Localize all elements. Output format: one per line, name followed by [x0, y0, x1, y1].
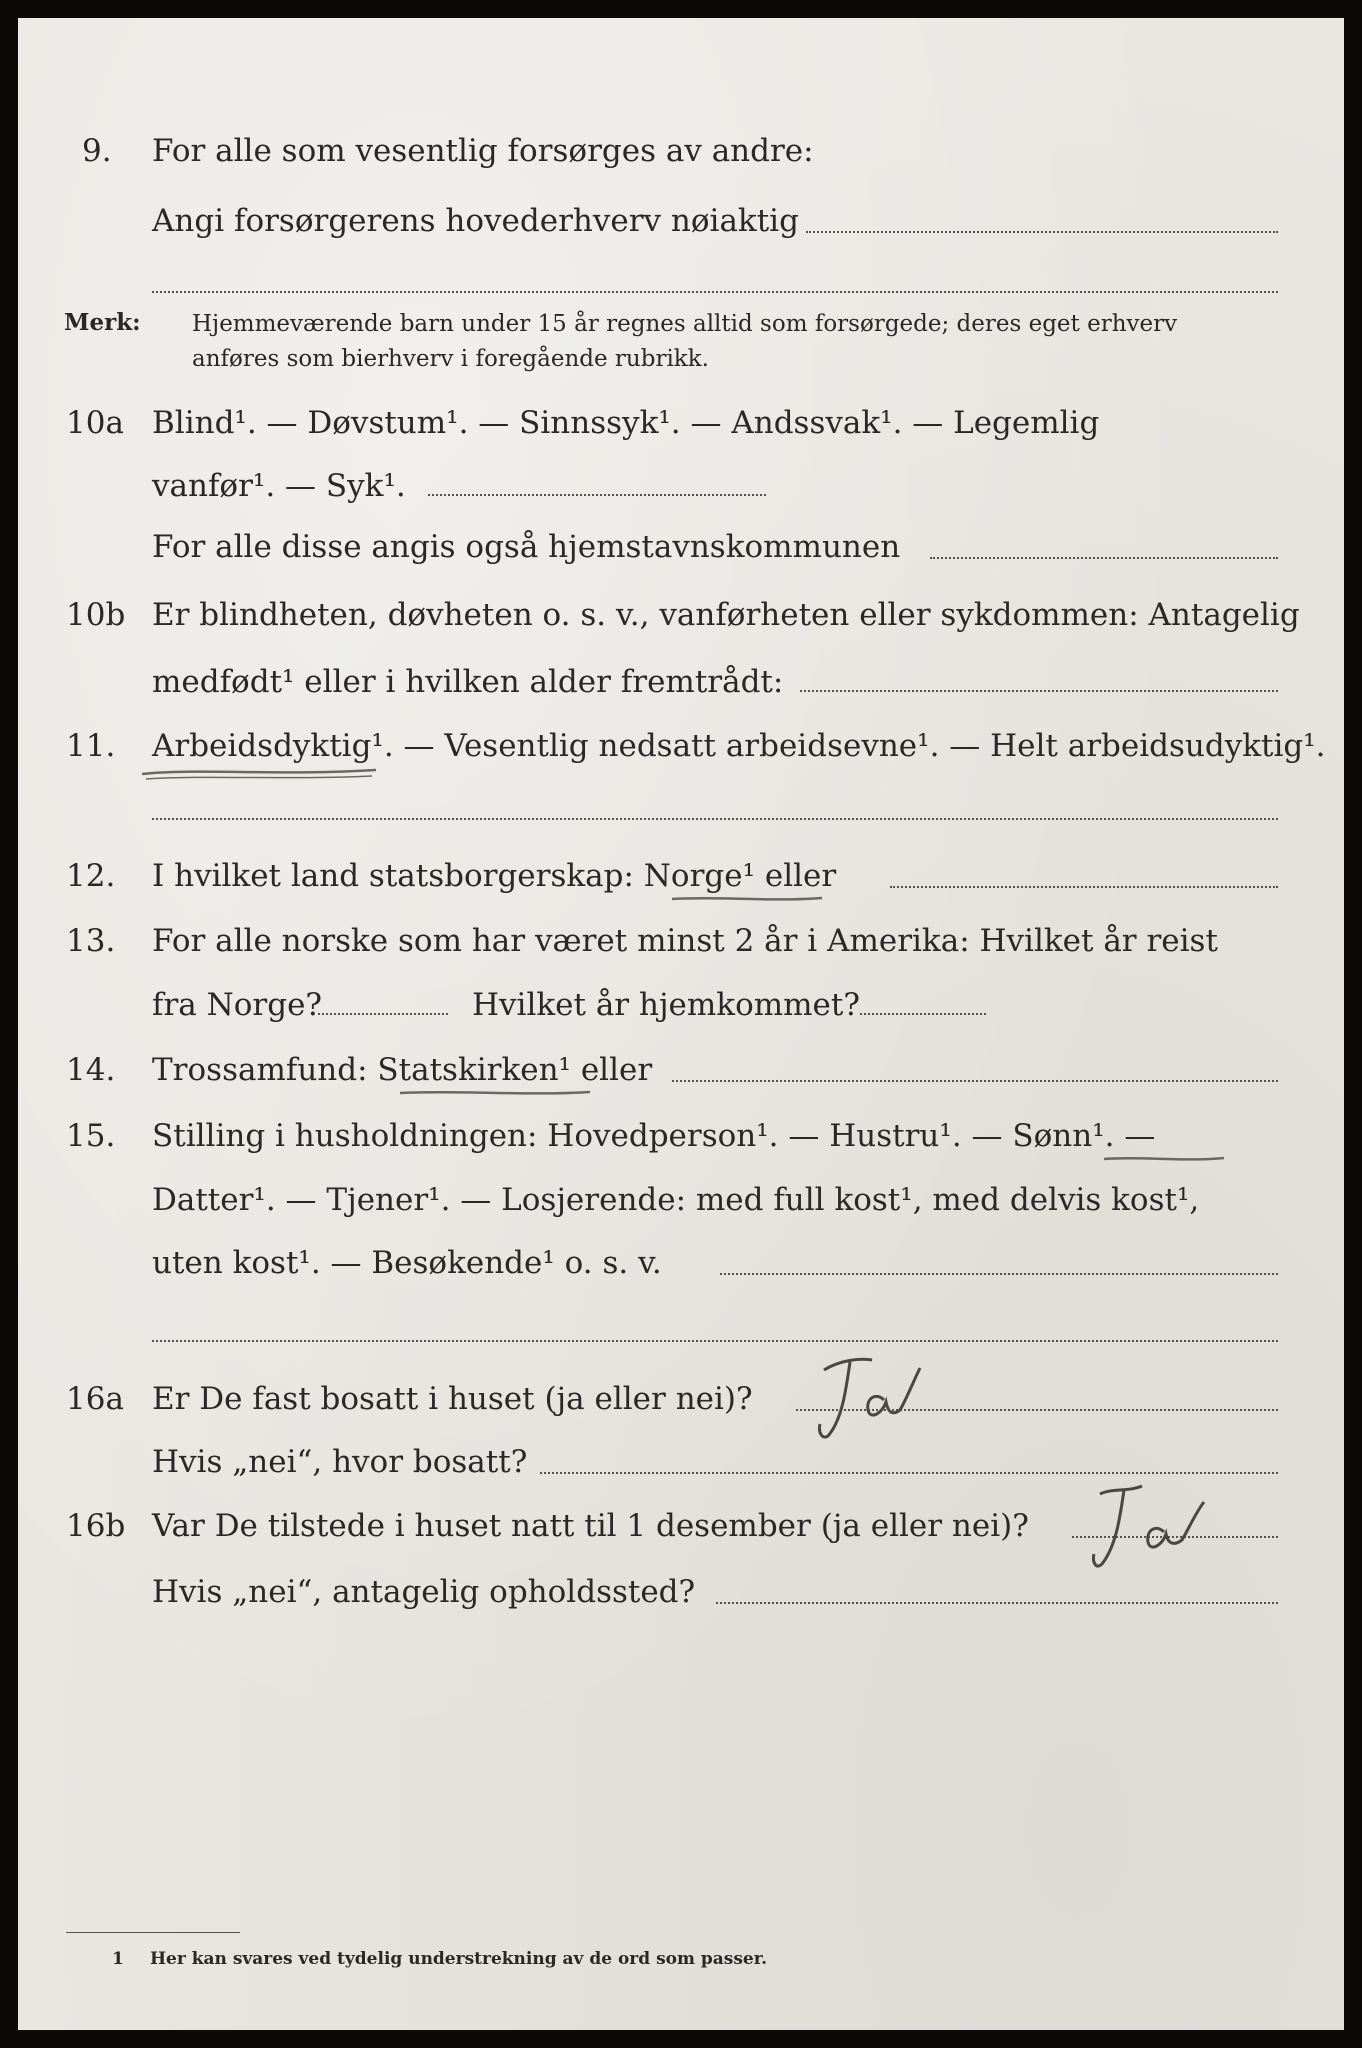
- q13-line2b: Hvilket år hjemkommet?: [472, 987, 860, 1023]
- merk-line2: anføres som bierhverv i foregående rubrikk.: [192, 346, 709, 372]
- merk-label: Merk:: [64, 309, 141, 336]
- q11-answer-line[interactable]: [152, 818, 1278, 820]
- q15-line2: Datter¹. — Tjener¹. — Losjerende: med full kost¹, med delvis kost¹,: [152, 1182, 1200, 1218]
- q9-line1: For alle som vesentlig forsørges av andre:: [152, 133, 814, 169]
- q12-handwritten-underline: [668, 890, 828, 908]
- q10a-line3: For alle disse angis også hjemstavnskommunen: [152, 529, 901, 565]
- q16b-line2: Hvis „nei“, antagelig opholdssted?: [152, 1574, 696, 1610]
- q11-line1: Arbeidsdyktig¹. — Vesentlig nedsatt arbeidsevne¹. — Helt arbeidsudyktig¹.: [152, 728, 1326, 764]
- q9-line2: Angi forsørgerens hovederhverv nøiaktig: [152, 203, 799, 239]
- q15-number: 15.: [66, 1118, 116, 1154]
- q11-handwritten-underline: [136, 760, 386, 782]
- footnote-rule: [66, 1932, 240, 1933]
- q14-number: 14.: [66, 1052, 116, 1088]
- q15-line1: Stilling i husholdningen: Hovedperson¹. — Hustru¹. — Sønn¹. —: [152, 1118, 1156, 1154]
- merk-line1: Hjemmeværende barn under 15 år regnes alltid som forsørgede; deres eget erhverv: [192, 311, 1178, 337]
- q12-line1: I hvilket land statsborgerskap: Norge¹ eller: [152, 858, 837, 894]
- q10b-line2: medfødt¹ eller i hvilken alder fremtrådt:: [152, 664, 784, 700]
- q11-number: 11.: [66, 728, 116, 764]
- q14-handwritten-underline: [396, 1084, 596, 1102]
- q10a-answer-line[interactable]: [428, 494, 766, 496]
- footnote-mark: 1: [112, 1949, 124, 1969]
- q13-number: 13.: [66, 923, 116, 959]
- q15-handwritten-underline: [1100, 1150, 1230, 1168]
- q15-answer-line-2[interactable]: [152, 1340, 1278, 1342]
- q10a-line2: vanfør¹. — Syk¹.: [152, 468, 406, 504]
- q16a-line1: Er De fast bosatt i huset (ja eller nei)?: [152, 1381, 753, 1417]
- q12-answer-line[interactable]: [890, 886, 1278, 888]
- q9-number: 9.: [82, 133, 112, 169]
- q14-line1: Trossamfund: Statskirken¹ eller: [152, 1052, 653, 1088]
- q15-line3: uten kost¹. — Besøkende¹ o. s. v.: [152, 1245, 662, 1281]
- q10a-line1: Blind¹. — Døvstum¹. — Sinnssyk¹. — Andssvak¹. — Legemlig: [152, 405, 1100, 441]
- q13-line1: For alle norske som har været minst 2 år i Amerika: Hvilket år reist: [152, 923, 1218, 959]
- q9-answer-line[interactable]: [806, 231, 1278, 233]
- q13-line2a: fra Norge?: [152, 987, 323, 1023]
- q10a-number: 10a: [66, 405, 124, 441]
- q16b-line1: Var De tilstede i huset natt til 1 desember (ja eller nei)?: [152, 1508, 1029, 1544]
- q13-hjemkommet-line[interactable]: [860, 1013, 986, 1015]
- q9-answer-line-2[interactable]: [152, 291, 1278, 293]
- q10b-number: 10b: [66, 597, 126, 633]
- footnote-text: Her kan svares ved tydelig understrekning av de ord som passer.: [150, 1949, 768, 1969]
- q16a-number: 16a: [66, 1381, 124, 1417]
- q16a-handwritten-answer: [810, 1340, 930, 1450]
- q10a-hjemstavn-line[interactable]: [930, 557, 1278, 559]
- q10b-answer-line[interactable]: [800, 690, 1278, 692]
- q14-answer-line[interactable]: [672, 1080, 1278, 1082]
- q13-reist-line[interactable]: [318, 1013, 448, 1015]
- q10b-line1: Er blindheten, døvheten o. s. v., vanførheten eller sykdommen: Antagelig: [152, 597, 1300, 633]
- q16a-line2: Hvis „nei“, hvor bosatt?: [152, 1444, 528, 1480]
- q16b-number: 16b: [66, 1508, 126, 1544]
- q15-answer-line[interactable]: [720, 1273, 1278, 1275]
- q12-number: 12.: [66, 858, 116, 894]
- q16b-handwritten-answer: [1088, 1472, 1218, 1582]
- q16b-opholdssted-line[interactable]: [716, 1602, 1278, 1604]
